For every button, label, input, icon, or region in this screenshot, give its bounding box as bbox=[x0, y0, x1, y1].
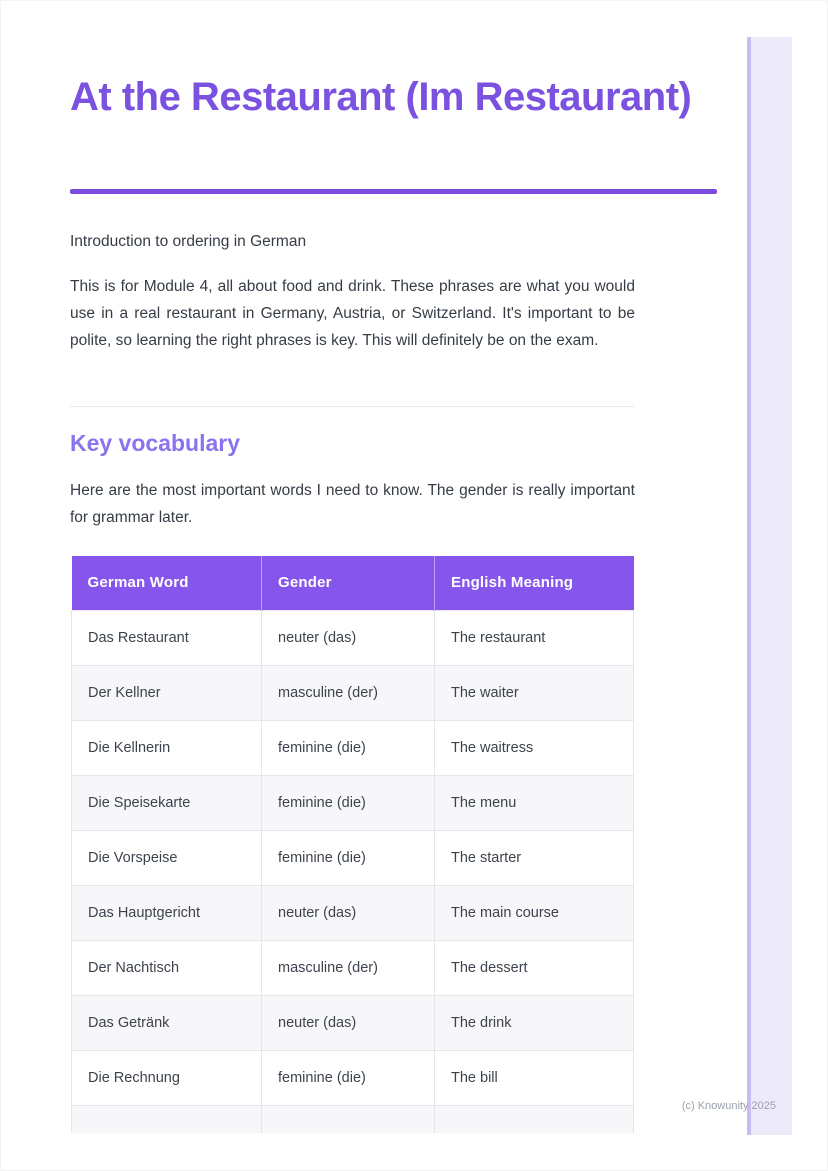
english-meaning-cell: The main course bbox=[435, 885, 634, 940]
empty-cell bbox=[262, 1105, 435, 1133]
german-word-cell: Die Kellnerin bbox=[72, 720, 262, 775]
german-word-cell: Das Restaurant bbox=[72, 610, 262, 665]
table-row bbox=[72, 830, 634, 885]
table-row bbox=[72, 995, 634, 1050]
table-row bbox=[72, 1050, 634, 1105]
gender-cell: neuter (das) bbox=[262, 995, 435, 1050]
english-meaning-cell: The waitress bbox=[435, 720, 634, 775]
vocabulary-table bbox=[71, 556, 634, 1133]
copyright-footer: (c) Knowunity 2025 bbox=[681, 1100, 776, 1112]
english-meaning-cell: The dessert bbox=[435, 940, 634, 995]
gender-cell: neuter (das) bbox=[262, 885, 435, 940]
table-row bbox=[72, 940, 634, 995]
key-vocabulary-paragraph: Here are the most important words I need to know. The gender is really important for grammar later. bbox=[70, 482, 635, 526]
column-header-german-word: German Word bbox=[72, 556, 262, 610]
section-divider bbox=[70, 406, 634, 407]
gender-cell: neuter (das) bbox=[262, 610, 435, 665]
table-row bbox=[72, 885, 634, 940]
intro-paragraph: This is for Module 4, all about food and drink. These phrases are what you would use in a real restaurant in Germany, Austria, or Switzerland. It's important to be polite, so learning the right phrases is key. This will definitely be on the exam. bbox=[70, 278, 635, 349]
gender-cell: masculine (der) bbox=[262, 940, 435, 995]
title-underline-rule bbox=[70, 189, 717, 194]
german-word-cell: Der Nachtisch bbox=[72, 940, 262, 995]
english-meaning-cell: The menu bbox=[435, 775, 634, 830]
german-word-cell: Die Vorspeise bbox=[72, 830, 262, 885]
empty-cell bbox=[72, 1105, 262, 1133]
gender-cell: feminine (die) bbox=[262, 1050, 435, 1105]
decorative-side-strip bbox=[747, 37, 792, 1135]
english-meaning-cell: The bill bbox=[435, 1050, 634, 1105]
german-word-cell: Die Rechnung bbox=[72, 1050, 262, 1105]
gender-cell: feminine (die) bbox=[262, 720, 435, 775]
gender-cell: feminine (die) bbox=[262, 775, 435, 830]
english-meaning-cell: The drink bbox=[435, 995, 634, 1050]
english-meaning-cell: The starter bbox=[435, 830, 634, 885]
german-word-cell: Die Speisekarte bbox=[72, 775, 262, 830]
table-row bbox=[72, 665, 634, 720]
table-row bbox=[72, 720, 634, 775]
german-word-cell: Das Hauptgericht bbox=[72, 885, 262, 940]
german-word-cell: Der Kellner bbox=[72, 665, 262, 720]
vocab-table-body bbox=[72, 610, 634, 1133]
table-row-partial bbox=[72, 1105, 634, 1133]
intro-label: Introduction to ordering in German bbox=[70, 233, 307, 250]
column-header-gender: Gender bbox=[262, 556, 435, 610]
english-meaning-cell: The restaurant bbox=[435, 610, 634, 665]
empty-cell bbox=[435, 1105, 634, 1133]
table-header-row bbox=[72, 556, 634, 610]
table-row bbox=[72, 610, 634, 665]
page-title: At the Restaurant (Im Restaurant) bbox=[70, 75, 692, 119]
key-vocabulary-heading: Key vocabulary bbox=[70, 430, 241, 456]
gender-cell: masculine (der) bbox=[262, 665, 435, 720]
gender-cell: feminine (die) bbox=[262, 830, 435, 885]
english-meaning-cell: The waiter bbox=[435, 665, 634, 720]
german-word-cell: Das Getränk bbox=[72, 995, 262, 1050]
table-row bbox=[72, 775, 634, 830]
vocabulary-table-container bbox=[71, 556, 634, 1133]
column-header-english-meaning: English Meaning bbox=[435, 556, 634, 610]
